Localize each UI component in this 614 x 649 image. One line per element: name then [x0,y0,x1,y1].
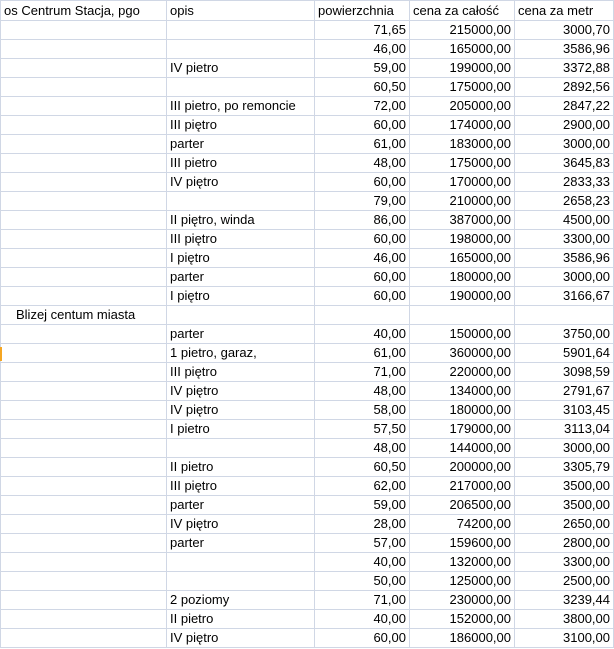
price-per-meter-cell[interactable] [515,306,614,325]
description-cell[interactable]: IV piętro [167,401,315,420]
header-cell-total-price[interactable]: cena za całość [410,1,515,21]
area-cell[interactable]: 28,00 [315,515,410,534]
total-price-cell[interactable]: 387000,00 [410,211,515,230]
header-row [1,1,614,21]
area-cell[interactable]: 46,00 [315,249,410,268]
area-cell[interactable]: 58,00 [315,401,410,420]
price-per-meter-cell[interactable]: 3100,00 [515,629,614,648]
description-cell[interactable] [167,553,315,572]
location-cell[interactable] [1,382,167,401]
price-per-meter-cell[interactable]: 3586,96 [515,249,614,268]
location-cell[interactable] [1,192,167,211]
table-row [1,553,614,572]
total-price-cell[interactable]: 144000,00 [410,439,515,458]
location-cell[interactable] [1,534,167,553]
location-cell[interactable] [1,78,167,97]
location-cell[interactable] [1,97,167,116]
description-cell[interactable]: parter [167,496,315,515]
table-row [1,40,614,59]
area-cell[interactable]: 61,00 [315,344,410,363]
table-row [1,78,614,97]
total-price-cell[interactable]: 165000,00 [410,249,515,268]
price-per-meter-cell[interactable]: 3103,45 [515,401,614,420]
total-price-cell[interactable]: 132000,00 [410,553,515,572]
price-per-meter-cell[interactable]: 2800,00 [515,534,614,553]
table-row [1,477,614,496]
area-cell[interactable]: 60,50 [315,458,410,477]
area-cell[interactable]: 60,00 [315,230,410,249]
header-cell-description[interactable]: opis [167,1,315,21]
area-cell[interactable]: 62,00 [315,477,410,496]
price-per-meter-cell[interactable]: 3113,04 [515,420,614,439]
table-row [1,211,614,230]
total-price-cell[interactable]: 360000,00 [410,344,515,363]
location-cell[interactable] [1,344,167,363]
description-cell[interactable]: III piętro [167,363,315,382]
total-price-cell[interactable]: 217000,00 [410,477,515,496]
description-cell[interactable] [167,21,315,40]
description-cell[interactable]: IV piętro [167,515,315,534]
description-cell[interactable] [167,78,315,97]
table-row [1,344,614,363]
table-row [1,268,614,287]
price-per-meter-cell[interactable]: 3000,70 [515,21,614,40]
location-cell[interactable] [1,325,167,344]
area-cell[interactable]: 60,00 [315,629,410,648]
total-price-cell[interactable]: 190000,00 [410,287,515,306]
price-per-meter-cell[interactable]: 3800,00 [515,610,614,629]
description-cell[interactable]: II pietro [167,458,315,477]
header-cell-price-per-meter[interactable]: cena za metr [515,1,614,21]
description-cell[interactable] [167,306,315,325]
description-cell[interactable]: IV piętro [167,382,315,401]
area-cell[interactable] [315,306,410,325]
header-cell-location[interactable]: os Centrum Stacja, pgo [1,1,167,21]
description-cell[interactable]: III piętro [167,477,315,496]
total-price-cell[interactable]: 230000,00 [410,591,515,610]
price-per-meter-cell[interactable]: 3000,00 [515,135,614,154]
area-cell[interactable]: 40,00 [315,325,410,344]
table-row [1,591,614,610]
location-cell[interactable] [1,59,167,78]
location-cell[interactable] [1,420,167,439]
location-cell[interactable] [1,553,167,572]
description-cell[interactable]: IV pietro [167,59,315,78]
price-per-meter-cell[interactable]: 3372,88 [515,59,614,78]
table-row [1,154,614,173]
table-row [1,249,614,268]
total-price-cell[interactable]: 210000,00 [410,192,515,211]
area-cell[interactable]: 60,00 [315,268,410,287]
area-cell[interactable]: 60,50 [315,78,410,97]
area-cell[interactable]: 72,00 [315,97,410,116]
table-row [1,325,614,344]
price-per-meter-cell[interactable]: 3300,00 [515,230,614,249]
area-cell[interactable]: 50,00 [315,572,410,591]
description-cell[interactable] [167,40,315,59]
location-cell[interactable] [1,21,167,40]
total-price-cell[interactable]: 215000,00 [410,21,515,40]
total-price-cell[interactable]: 165000,00 [410,40,515,59]
total-price-cell[interactable]: 180000,00 [410,268,515,287]
total-price-cell[interactable]: 186000,00 [410,629,515,648]
total-price-cell[interactable]: 152000,00 [410,610,515,629]
price-per-meter-cell[interactable]: 3305,79 [515,458,614,477]
total-price-cell[interactable]: 170000,00 [410,173,515,192]
total-price-cell[interactable]: 74200,00 [410,515,515,534]
section-title-cell[interactable]: Blizej centum miasta [1,306,167,325]
price-per-meter-cell[interactable]: 3239,44 [515,591,614,610]
location-cell[interactable] [1,268,167,287]
price-per-meter-cell[interactable]: 3586,96 [515,40,614,59]
price-per-meter-cell[interactable]: 2833,33 [515,173,614,192]
area-cell[interactable]: 60,00 [315,287,410,306]
location-cell[interactable] [1,515,167,534]
total-price-cell[interactable]: 150000,00 [410,325,515,344]
table-row [1,534,614,553]
table-row [1,135,614,154]
price-per-meter-cell[interactable]: 5901,64 [515,344,614,363]
description-cell[interactable]: IV piętro [167,173,315,192]
description-cell[interactable] [167,439,315,458]
price-per-meter-cell[interactable]: 2500,00 [515,572,614,591]
table-row [1,363,614,382]
area-cell[interactable]: 46,00 [315,40,410,59]
description-cell[interactable]: III pietro [167,154,315,173]
total-price-cell[interactable] [410,306,515,325]
location-cell[interactable] [1,496,167,515]
table-row [1,116,614,135]
price-per-meter-cell[interactable]: 3098,59 [515,363,614,382]
table-row [1,515,614,534]
price-per-meter-cell[interactable]: 3500,00 [515,477,614,496]
total-price-cell[interactable]: 159600,00 [410,534,515,553]
location-cell[interactable] [1,230,167,249]
price-per-meter-cell[interactable]: 2650,00 [515,515,614,534]
table-row [1,173,614,192]
area-cell[interactable]: 57,50 [315,420,410,439]
total-price-cell[interactable]: 198000,00 [410,230,515,249]
location-cell[interactable] [1,477,167,496]
price-per-meter-cell[interactable]: 3000,00 [515,439,614,458]
description-cell[interactable]: parter [167,534,315,553]
location-cell[interactable] [1,363,167,382]
price-per-meter-cell[interactable]: 3000,00 [515,268,614,287]
price-per-meter-cell[interactable]: 2658,23 [515,192,614,211]
table-row [1,629,614,648]
area-cell[interactable]: 60,00 [315,173,410,192]
location-cell[interactable] [1,135,167,154]
location-cell[interactable] [1,287,167,306]
description-cell[interactable]: II piętro, winda [167,211,315,230]
description-cell[interactable]: I piętro [167,287,315,306]
location-cell[interactable] [1,211,167,230]
price-per-meter-cell[interactable]: 3300,00 [515,553,614,572]
total-price-cell[interactable]: 125000,00 [410,572,515,591]
section-row [1,306,614,325]
area-cell[interactable]: 86,00 [315,211,410,230]
location-cell[interactable] [1,173,167,192]
area-cell[interactable]: 57,00 [315,534,410,553]
description-cell[interactable]: III piętro [167,116,315,135]
description-cell[interactable]: parter [167,135,315,154]
area-cell[interactable]: 61,00 [315,135,410,154]
total-price-cell[interactable]: 220000,00 [410,363,515,382]
table-row [1,287,614,306]
total-price-cell[interactable]: 200000,00 [410,458,515,477]
price-per-meter-cell[interactable]: 2847,22 [515,97,614,116]
description-cell[interactable]: I pietro [167,420,315,439]
total-price-cell[interactable]: 180000,00 [410,401,515,420]
location-cell[interactable] [1,116,167,135]
total-price-cell[interactable]: 199000,00 [410,59,515,78]
price-per-meter-cell[interactable]: 3166,67 [515,287,614,306]
table-row [1,21,614,40]
price-per-meter-cell[interactable]: 3645,83 [515,154,614,173]
table-row [1,496,614,515]
area-cell[interactable]: 40,00 [315,553,410,572]
description-cell[interactable]: I piętro [167,249,315,268]
total-price-cell[interactable]: 179000,00 [410,420,515,439]
total-price-cell[interactable]: 175000,00 [410,154,515,173]
description-cell[interactable]: IV piętro [167,629,315,648]
location-cell[interactable] [1,591,167,610]
area-cell[interactable]: 79,00 [315,192,410,211]
location-cell[interactable] [1,458,167,477]
total-price-cell[interactable]: 134000,00 [410,382,515,401]
description-cell[interactable]: parter [167,325,315,344]
total-price-cell[interactable]: 206500,00 [410,496,515,515]
price-per-meter-cell[interactable]: 2900,00 [515,116,614,135]
total-price-cell[interactable]: 205000,00 [410,97,515,116]
description-cell[interactable]: 2 poziomy [167,591,315,610]
description-cell[interactable]: 1 pietro, garaz, [167,344,315,363]
price-per-meter-cell[interactable]: 4500,00 [515,211,614,230]
table-row [1,610,614,629]
price-per-meter-cell[interactable]: 3500,00 [515,496,614,515]
area-cell[interactable]: 59,00 [315,59,410,78]
price-per-meter-cell[interactable]: 2791,67 [515,382,614,401]
area-cell[interactable]: 71,65 [315,21,410,40]
table-row [1,401,614,420]
location-cell[interactable] [1,572,167,591]
table-row [1,97,614,116]
table-row [1,382,614,401]
total-price-cell[interactable]: 175000,00 [410,78,515,97]
description-cell[interactable]: parter [167,268,315,287]
location-cell[interactable] [1,40,167,59]
table-row [1,230,614,249]
row-marker [0,347,2,361]
location-cell[interactable] [1,610,167,629]
description-cell[interactable] [167,192,315,211]
description-cell[interactable] [167,572,315,591]
description-cell[interactable]: II pietro [167,610,315,629]
area-cell[interactable]: 60,00 [315,116,410,135]
area-cell[interactable]: 48,00 [315,439,410,458]
description-cell[interactable]: III pietro, po remoncie [167,97,315,116]
location-cell[interactable] [1,629,167,648]
area-cell[interactable]: 48,00 [315,382,410,401]
area-cell[interactable]: 40,00 [315,610,410,629]
description-cell[interactable]: III piętro [167,230,315,249]
area-cell[interactable]: 48,00 [315,154,410,173]
price-per-meter-cell[interactable]: 3750,00 [515,325,614,344]
area-cell[interactable]: 59,00 [315,496,410,515]
total-price-cell[interactable]: 174000,00 [410,116,515,135]
location-cell[interactable] [1,154,167,173]
area-cell[interactable]: 71,00 [315,591,410,610]
total-price-cell[interactable]: 183000,00 [410,135,515,154]
location-cell[interactable] [1,401,167,420]
table-row [1,458,614,477]
header-cell-area[interactable]: powierzchnia [315,1,410,21]
area-cell[interactable]: 71,00 [315,363,410,382]
table-row [1,439,614,458]
price-per-meter-cell[interactable]: 2892,56 [515,78,614,97]
table-row [1,420,614,439]
location-cell[interactable] [1,249,167,268]
table-row [1,572,614,591]
table-row [1,59,614,78]
location-cell[interactable] [1,439,167,458]
table-row [1,192,614,211]
